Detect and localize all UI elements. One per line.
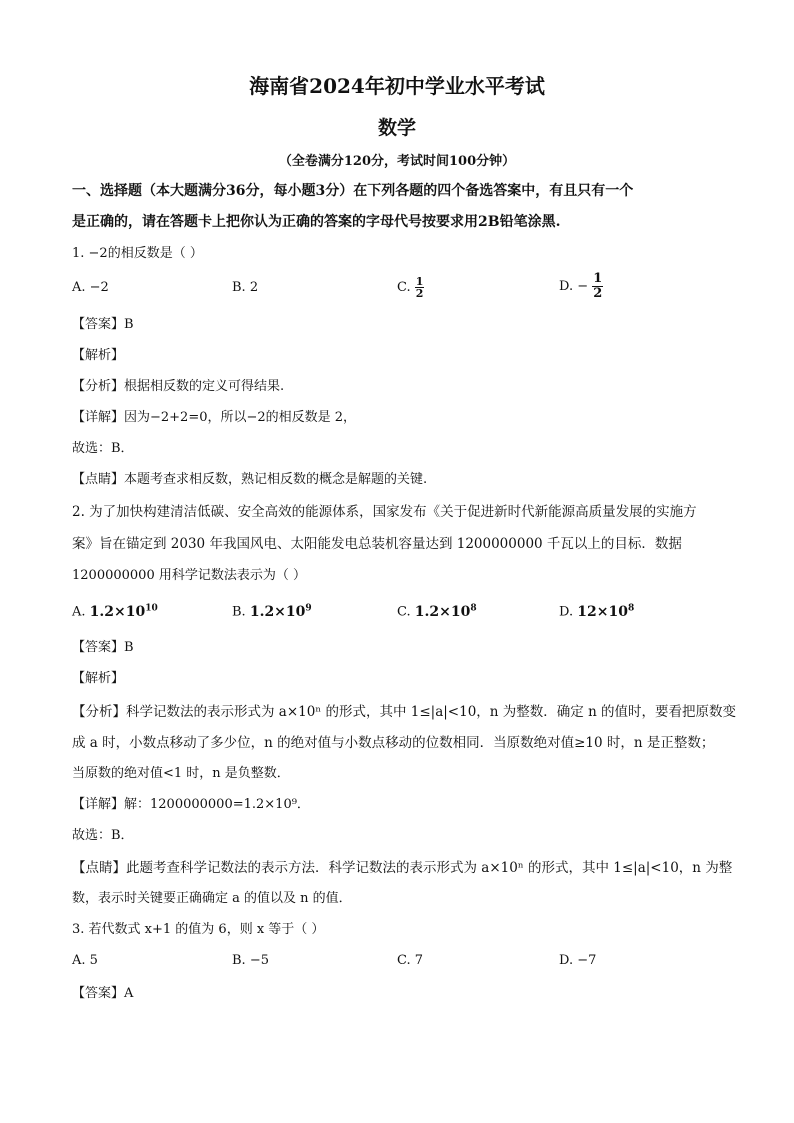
q2-fenxi-line2: 成 a 时，小数点移动了多少位，n 的绝对值与小数点移动的位数相同．当原数绝对值≥10 时，n 是正整数； [72,735,715,751]
q2-stem-line3: 1200000000 用科学记数法表示为（ ） [72,568,306,583]
q2-option-b-exp: 9 [305,603,312,613]
q2-option-c-expr [415,604,477,620]
q1-option-c-fraction [415,276,425,299]
q3-option-c: C. 7 [397,953,424,968]
q2-option-b-label: B. [232,604,246,620]
q2-fenxi-line1: 【分析】科学记数法的表示形式为 a×10ⁿ 的形式，其中 1≤|a|<10，n 为整数．确定 n 的值时，要看把原数变 [72,704,737,720]
q2-dianjing-line1: 【点睛】此题考查科学记数法的表示方法．科学记数法的表示形式为 a×10ⁿ 的形式，其中 1≤|a|<10，n 为整 [72,860,733,876]
q2-choices [72,603,722,627]
q1-stem: 1. −2的相反数是（ ） [72,246,203,261]
q2-dianjing-line2: 数，表示时关键要正确确定 a 的值以及 n 的值． [72,891,352,906]
q1-dianjing: 【点睛】本题考查求相反数，熟记相反数的概念是解题的关键. [72,472,428,487]
q2-option-a [72,603,158,620]
q2-analysis-label: 【解析】 [72,671,125,686]
q2-option-c-label: C. [397,604,411,620]
q2-option-a-exp: 10 [145,603,158,613]
q3-answer: 【答案】A [72,986,134,1001]
q1-option-c-den: 2 [415,287,424,300]
q1-guxuan: 故选：B． [72,441,134,456]
q1-option-a: A. −2 [72,280,109,295]
q2-xiangjie: 【详解】解：1200000000=1.2×10⁹． [72,797,310,812]
section-heading-line2: 是正确的，请在答题卡上把你认为正确的答案的字母代号按要求用2B铅笔涂黑. [72,214,561,230]
q2-option-b [232,603,312,620]
q3-option-a: A. 5 [72,953,98,968]
q3-option-d: D. −7 [559,953,597,968]
q2-option-c-base: 1.2×10 [414,603,471,620]
q1-option-d-fraction [592,272,603,301]
q3-stem: 3. 若代数式 x+1 的值为 6，则 x 等于（ ） [72,922,325,937]
q2-option-b-base: 1.2×10 [249,603,306,620]
exam-note: （全卷满分120分，考试时间100分钟） [278,154,516,169]
q1-option-b: B. 2 [232,280,259,295]
q1-option-d-den: 2 [593,286,603,301]
q1-option-d-label: D. − [559,279,589,294]
q1-answer: 【答案】B [72,317,134,332]
q2-option-d [559,603,634,620]
q1-option-c-num: 1 [415,275,424,288]
q2-option-d-exp: 8 [627,603,635,613]
q2-option-d-expr [577,604,634,620]
q1-analysis-label: 【解析】 [72,348,125,363]
exam-title: 海南省2024年初中学业水平考试 [249,74,545,98]
q1-option-c [397,276,424,299]
q2-option-c [397,603,477,620]
q2-option-a-expr [90,604,158,620]
q3-option-b: B. −5 [232,953,269,968]
q2-stem-line1: 2. 为了加快构建清洁低碳、安全高效的能源体系，国家发布《关于促进新时代新能源高质量发展的实施方 [72,504,697,520]
q1-option-d-num: 1 [593,271,603,286]
q3-choices [72,953,722,977]
q1-option-d [559,272,603,301]
q2-option-b-expr [250,604,312,620]
q2-fenxi-line3: 当原数的绝对值<1 时，n 是负整数． [72,766,290,781]
q2-option-a-label: A. [72,604,86,620]
q2-stem-line2: 案》旨在锚定到 2030 年我国风电、太阳能发电总装机容量达到 1200000000 千瓦以上的目标．数据 [72,536,682,552]
q2-option-d-base: 12×10 [577,603,628,620]
q2-option-a-base: 1.2×10 [89,603,146,620]
q2-option-c-exp: 8 [470,603,477,613]
exam-subject: 数学 [377,117,416,139]
q2-guxuan: 故选：B． [72,828,134,843]
section-heading-line1: 一、选择题（本大题满分36分，每小题3分）在下列各题的四个备选答案中，有且只有一个 [72,183,634,199]
q1-option-c-label: C. [397,280,411,295]
q1-xiangjie: 【详解】因为−2+2=0，所以−2的相反数是 2， [72,410,357,425]
q2-option-d-label: D. [559,604,574,620]
q1-choices [72,271,722,304]
q2-answer: 【答案】B [72,640,134,655]
q1-fenxi: 【分析】根据相反数的定义可得结果. [72,379,285,394]
